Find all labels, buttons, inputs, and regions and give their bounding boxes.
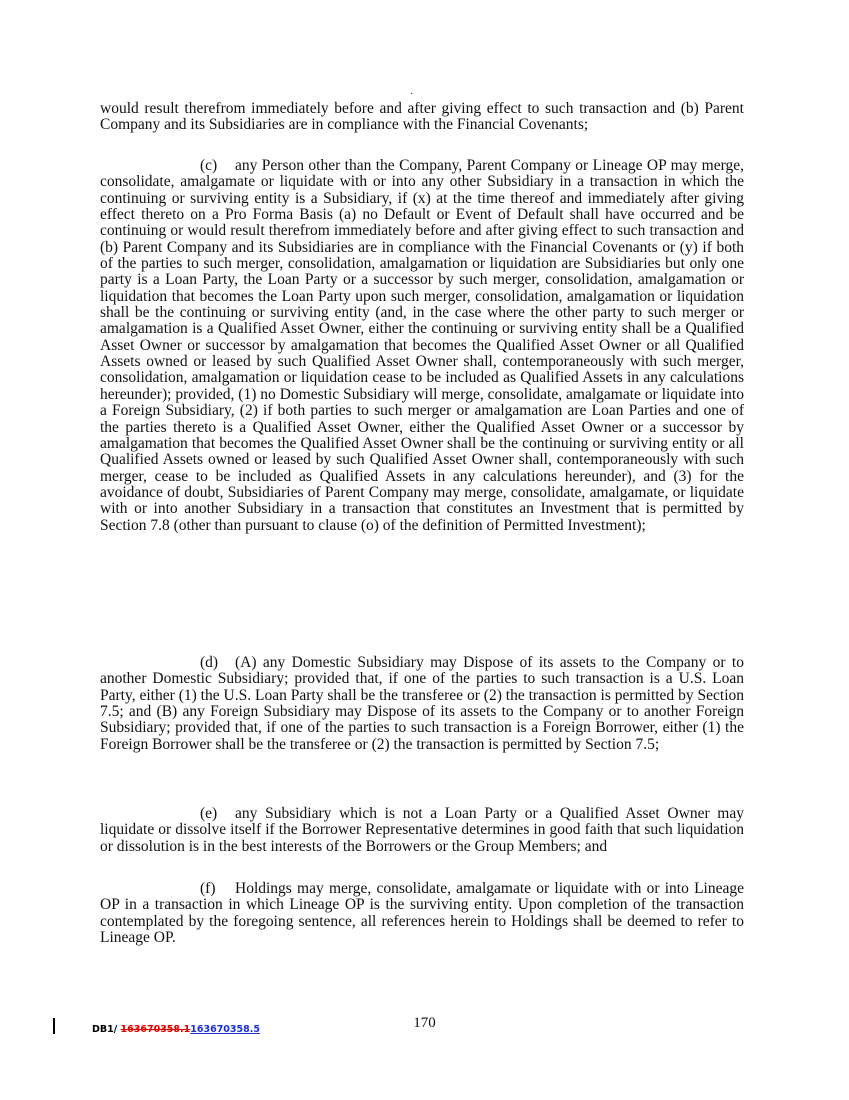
paragraph-continuation <box>100 101 744 134</box>
top-mark: · <box>410 89 414 100</box>
document-id-prefix: DB1/ <box>92 1024 118 1035</box>
clause-label-c: (c) <box>200 157 218 174</box>
paragraph-text: any Person other than the Company, Parent Company or Lineage OP may merge, consolidate, amalgamate or liquidate with or into any other Subsidiary in a transaction in which the continuing or surviving entity is a Subsidiary, if (x) at the time thereof and immediately after giving effect thereto on a Pro Forma Basis (a) no Default or Event of Default shall have occurred and be continuing or would result therefrom immediately before and after giving effect to such transaction and (b) Parent Company and its Subsidiaries are in compliance with the Financial Covenants or (y) if both of the parties to such merger, consolidation, amalgamation or liquidation are Subsidiaries but only one party is a Loan Party, the Loan Party or a successor by such merger, consolidation, amalgamation or liquidation that becomes the Loan Party upon such merger, consolidation, amalgamation or liquidation shall be the continuing or surviving entity (and, in the case where the other party to such merger or amalgamation is a Qualified Asset Owner, either the continuing or surviving entity shall be a Qualified Asset Owner or successor by amalgamation that becomes the Qualified Asset Owner or all Qualified Assets owned or leased by such Qualified Asset Owner shall, contemporaneously with such merger, consolidation, amalgamation or liquidation cease to be included as Qualified Assets in any calculations hereunder); provided, (1) no Domestic Subsidiary will merge, consolidate, amalgamate or liquidate into a Foreign Subsidiary, (2) if both parties to such merger or amalgamation are Loan Parties and one of the parties thereto is a Qualified Asset Owner, either the Qualified Asset Owner or a successor by amalgamation that becomes the Qualified Asset Owner shall be the continuing or surviving entity or all Qualified Assets owned or leased by such Qualified Asset Owner shall, contemporaneously with such merger, cease to be included as Qualified Assets in any calculations hereunder), and (3) for the avoidance of doubt, Subsidiaries of Parent Company may merge, consolidate, amalgamate, or liquidate with or into another Subsidiary in a transaction that constitutes an Investment that is permitted by Section 7.8 (other than pursuant to clause (o) of the definition of Permitted Investment); <box>100 157 744 534</box>
clause-label-e: (e) <box>200 805 218 822</box>
paragraph-f <box>100 881 744 946</box>
document-id-inserted: 163670358.5 <box>190 1024 260 1035</box>
paragraph-text: any Subsidiary which is not a Loan Party or a Qualified Asset Owner may liquidate or dissolve itself if the Borrower Representative determines in good faith that such liquidation or dissolution is in the best interests of the Borrowers or the Group Members; and <box>100 805 744 855</box>
document-id <box>92 1024 260 1035</box>
change-bar <box>53 1018 55 1034</box>
document-id-deleted: 163670358.1 <box>120 1024 191 1035</box>
clause-label-d: (d) <box>200 654 219 671</box>
paragraph-e <box>100 806 744 855</box>
paragraph-text: (A) any Domestic Subsidiary may Dispose of its assets to the Company or to another Domestic Subsidiary; provided that, if one of the parties to such transaction is a U.S. Loan Party, either (1) the U.S. Loan Party shall be the transferee or (2) the transaction is permitted by Section 7.5; and (B) any Foreign Subsidiary may Dispose of its assets to the Company or to another Foreign Subsidiary; provided that, if one of the parties to such transaction is a Foreign Borrower, either (1) the Foreign Borrower shall be the transferee or (2) the transaction is permitted by Section 7.5; <box>100 654 744 753</box>
clause-label-f: (f) <box>200 880 216 897</box>
paragraph-c <box>100 158 744 534</box>
paragraph-text: would result therefrom immediately before and after giving effect to such transaction and (b) Parent Company and its Subsidiaries are in compliance with the Financial Covenants; <box>100 100 744 134</box>
page-number: 170 <box>413 1015 436 1031</box>
paragraph-text: Holdings may merge, consolidate, amalgamate or liquidate with or into Lineage OP in a transaction in which Lineage OP is the surviving entity. Upon completion of the transaction contemplated by the foregoing sentence, all references herein to Holdings shall be deemed to refer to Lineage OP. <box>100 880 744 947</box>
paragraph-d <box>100 655 744 753</box>
